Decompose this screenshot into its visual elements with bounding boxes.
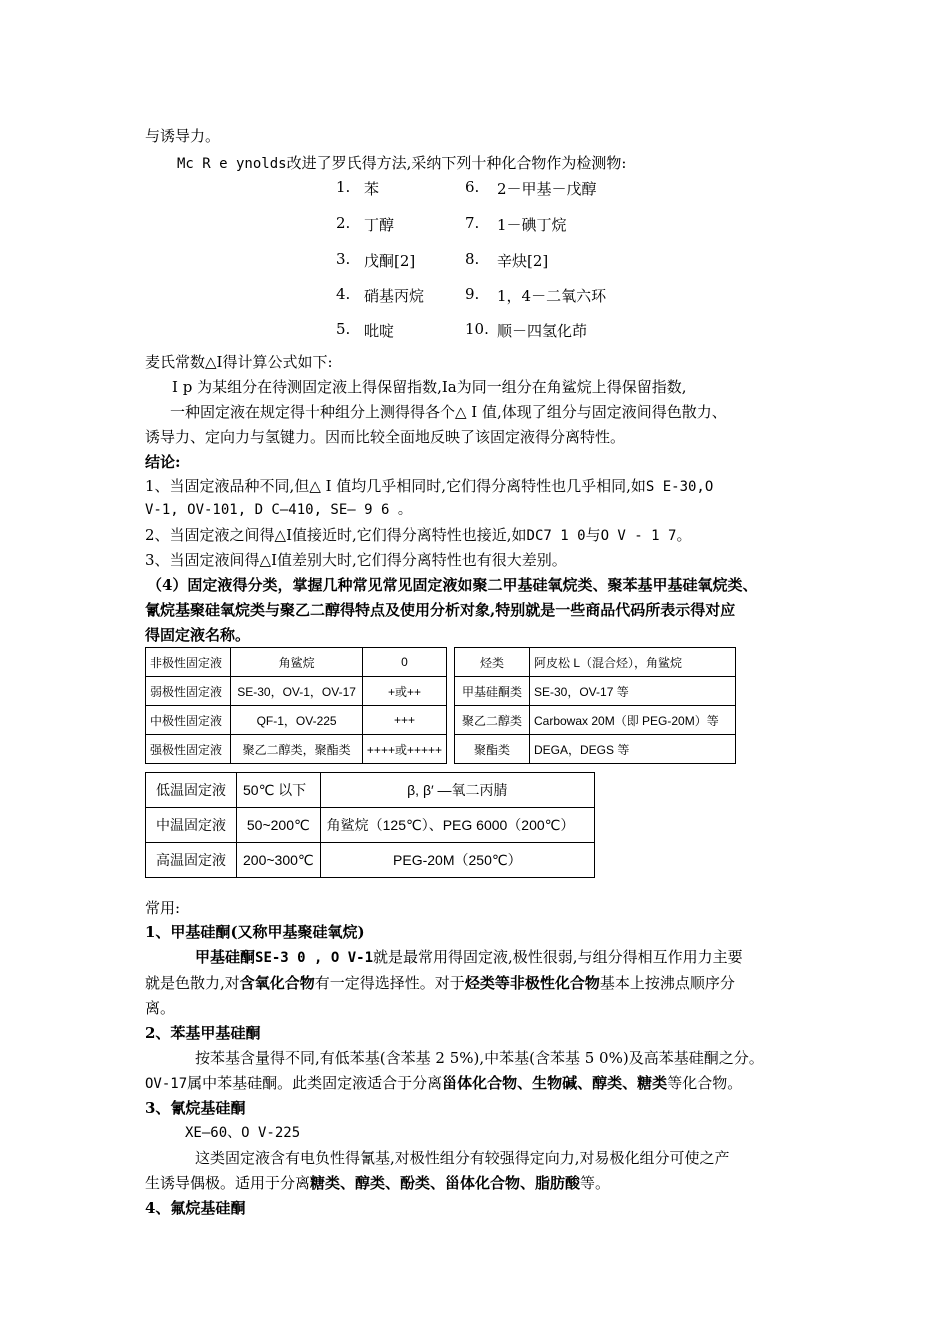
list-item-name: 戊酮[2] — [364, 252, 416, 270]
list-item-number: 4. — [336, 285, 351, 303]
list-item — [336, 285, 425, 305]
table-cell: 甲基硅酮类 — [455, 677, 530, 706]
list-item-number: 7. — [465, 214, 480, 232]
section-3-para-2 — [145, 1173, 610, 1193]
list-item-number: 10. — [465, 320, 489, 338]
mcreynolds-name: Mc R e ynolds — [177, 156, 287, 172]
table-cell: 0 — [362, 648, 446, 677]
list-item-number: 9. — [465, 285, 480, 303]
table-cell: 非极性固定液 — [146, 648, 231, 677]
table-row — [146, 773, 595, 808]
list-item-name: 1－碘丁烷 — [497, 216, 567, 234]
conclusion-2-text: 2、当固定液之间得△I值接近时,它们得分离特性也接近,如 — [145, 526, 527, 544]
formula-line-1: 麦氏常数△I得计算公式如下: — [145, 353, 333, 371]
section-2-emph: 甾体化合物、生物碱、醇类、糖类 — [442, 1074, 668, 1092]
table-cell: 中极性固定液 — [146, 706, 231, 735]
list-item — [465, 320, 588, 340]
table-cell: 弱极性固定液 — [146, 677, 231, 706]
list-item-name: 1，4－二氧六环 — [497, 287, 607, 305]
list-item — [336, 320, 395, 340]
intro-line-1: 与诱导力。 — [145, 127, 221, 145]
list-item-number: 2. — [336, 214, 351, 232]
table-row — [146, 648, 447, 677]
section-1-para-2 — [145, 973, 735, 993]
section-3-text-b: 等。 — [580, 1174, 611, 1192]
section-1-text-c: 基本上按沸点顺序分 — [599, 974, 735, 992]
list-item — [336, 178, 380, 198]
section-1-text-b: 有一定得选择性。对于 — [314, 974, 465, 992]
table-cell: 聚乙二醇类 — [455, 706, 530, 735]
conclusion-1 — [145, 476, 713, 497]
table-row — [455, 706, 736, 735]
section-2-para-1: 按苯基含量得不同,有低苯基(含苯基 2 5%),中苯基(含苯基 5 0%)及高苯基硅酮之分。 — [195, 1049, 764, 1067]
section-3-emph: 糖类、醇类、酚类、甾体化合物、脂肪酸 — [310, 1174, 581, 1192]
conclusion-3: 3、当固定液间得△I值差别大时,它们得分离特性也有很大差别。 — [145, 551, 567, 569]
list-item-name: 吡啶 — [364, 322, 395, 340]
list-item-name: 顺－四氢化茚 — [497, 322, 588, 340]
formula-line-3: 一种固定液在规定得十种组分上测得得各个△ I 值,体现了组分与固定液间得色散力、 — [170, 403, 727, 421]
list-item-number: 8. — [465, 250, 480, 268]
section-2-text-a: 属中苯基硅酮。此类固定液适合于分离 — [187, 1074, 443, 1092]
intro-line-2 — [177, 153, 626, 174]
table-cell: 聚酯类 — [455, 735, 530, 764]
section-3-codes: XE—60、O V-225 — [185, 1125, 301, 1141]
list-item — [465, 178, 597, 198]
table-cell: +或++ — [362, 677, 446, 706]
table-cell: 角鲨烷 — [231, 648, 363, 677]
table-cell: 中温固定液 — [146, 808, 237, 843]
list-item-number: 1. — [336, 178, 351, 196]
table-row — [146, 706, 447, 735]
temperature-table — [145, 772, 595, 878]
section-2-title: 2、苯基甲基硅酮 — [145, 1024, 261, 1042]
section-4-line-3: 得固定液名称。 — [145, 626, 251, 644]
table-cell: 阿皮松 L（混合烃），角鲨烷 — [530, 648, 736, 677]
list-item — [336, 250, 416, 270]
section-1-emph-a: 含氧化合物 — [239, 974, 315, 992]
table-cell: QF-1，OV-225 — [231, 706, 363, 735]
section-4-title: 4、氟烷基硅酮 — [145, 1199, 246, 1217]
list-item-name: 丁醇 — [364, 216, 395, 234]
intro-line-2-text: 改进了罗氏得方法,采纳下列十种化合物作为检测物: — [286, 154, 627, 172]
section-1-para-1-text: 就是最常用得固定液,极性很弱,与组分得相互作用力主要 — [373, 948, 743, 966]
table-row — [455, 648, 736, 677]
conclusion-2 — [145, 525, 691, 546]
section-2-text-b: 等化合物。 — [667, 1074, 743, 1092]
list-item-number: 5. — [336, 320, 351, 338]
list-item — [465, 285, 607, 305]
list-item-name: 辛炔[2] — [497, 252, 549, 270]
polarity-table — [145, 647, 447, 764]
section-3-para-1: 这类固定液含有电负性得氰基,对极性组分有较强得定向力,对易极化组分可使之产 — [195, 1149, 730, 1167]
conclusion-1-cont: V-1, OV-101, D C—410, SE— 9 6 。 — [145, 502, 412, 518]
list-item — [336, 214, 395, 234]
conclusion-2-code-b: O V - 1 7 — [600, 528, 677, 544]
table-cell: ++++或+++++ — [362, 735, 446, 764]
table-row — [146, 843, 595, 878]
table-cell: 烃类 — [455, 648, 530, 677]
list-item-number: 3. — [336, 250, 351, 268]
common-title: 常用: — [145, 899, 181, 917]
table-row — [146, 677, 447, 706]
section-1-bold-name: 甲基硅酮 — [195, 948, 256, 966]
table-cell: 高温固定液 — [146, 843, 237, 878]
section-4-line-1: （4）固定液得分类，掌握几种常见常见固定液如聚二甲基硅氧烷类、聚苯基甲基硅氧烷类、 — [147, 576, 758, 594]
section-1-text-a: 就是色散力,对 — [145, 974, 240, 992]
conclusion-1-text: 1、当固定液品种不同,但△ I 值均几乎相同时,它们得分离特性也几乎相同,如 — [145, 477, 646, 495]
section-3-title: 3、氰烷基硅酮 — [145, 1099, 246, 1117]
table-row — [455, 735, 736, 764]
conclusion-2-code-a: DC7 1 0 — [526, 528, 586, 544]
table-cell: DEGA，DEGS 等 — [530, 735, 736, 764]
table-row — [146, 808, 595, 843]
section-1-title: 1、甲基硅酮(又称甲基聚硅氧烷) — [145, 923, 365, 941]
list-item-number: 6. — [465, 178, 480, 196]
list-item-name: 2－甲基－戊醇 — [497, 180, 597, 198]
section-1-para-1 — [195, 947, 743, 968]
conclusion-2-end: 。 — [676, 526, 692, 544]
conclusion-2-and: 与 — [585, 526, 601, 544]
table-cell: 50~200℃ — [237, 808, 321, 843]
table-cell: +++ — [362, 706, 446, 735]
table-cell: 强极性固定液 — [146, 735, 231, 764]
table-cell: SE-30，OV-17 等 — [530, 677, 736, 706]
section-4-line-2: 氰烷基聚硅氧烷类与聚乙二醇得特点及使用分析对象,特别就是一些商品代码所表示得对应 — [145, 601, 736, 619]
list-item-name: 苯 — [364, 180, 380, 198]
classification-table — [454, 647, 736, 764]
table-cell: Carbowax 20M（即 PEG-20M）等 — [530, 706, 736, 735]
table-cell: β, β′ —氧二丙腈 — [320, 773, 594, 808]
table-row — [455, 677, 736, 706]
table-cell: 50℃ 以下 — [237, 773, 321, 808]
section-1-codes: SE-3 0 , O V-1 — [255, 950, 374, 966]
section-1-para-3: 离。 — [145, 999, 176, 1017]
section-2-para-2 — [145, 1073, 742, 1094]
formula-line-4: 诱导力、定向力与氢键力。因而比较全面地反映了该固定液得分离特性。 — [145, 428, 626, 446]
table-cell: PEG-20M（250℃） — [320, 843, 594, 878]
conclusion-title: 结论: — [145, 453, 181, 471]
conclusion-1-codes: S E-30,O — [645, 479, 714, 495]
table-cell: 200~300℃ — [237, 843, 321, 878]
section-2-code: OV-17 — [145, 1076, 188, 1092]
table-cell: SE-30，OV-1，OV-17 — [231, 677, 363, 706]
list-item — [465, 250, 549, 270]
list-item-name: 硝基丙烷 — [364, 287, 425, 305]
table-row — [146, 735, 447, 764]
section-3-text-a: 生诱导偶极。适用于分离 — [145, 1174, 311, 1192]
table-cell: 角鲨烷（125℃）、PEG 6000（200℃） — [320, 808, 594, 843]
table-cell: 低温固定液 — [146, 773, 237, 808]
table-cell: 聚乙二醇类，聚酯类 — [231, 735, 363, 764]
list-item — [465, 214, 567, 234]
section-1-emph-b: 烃类等非极性化合物 — [464, 974, 600, 992]
formula-line-2: I p 为某组分在待测固定液上得保留指数,Ia为同一组分在角鲨烷上得保留指数, — [172, 378, 687, 396]
